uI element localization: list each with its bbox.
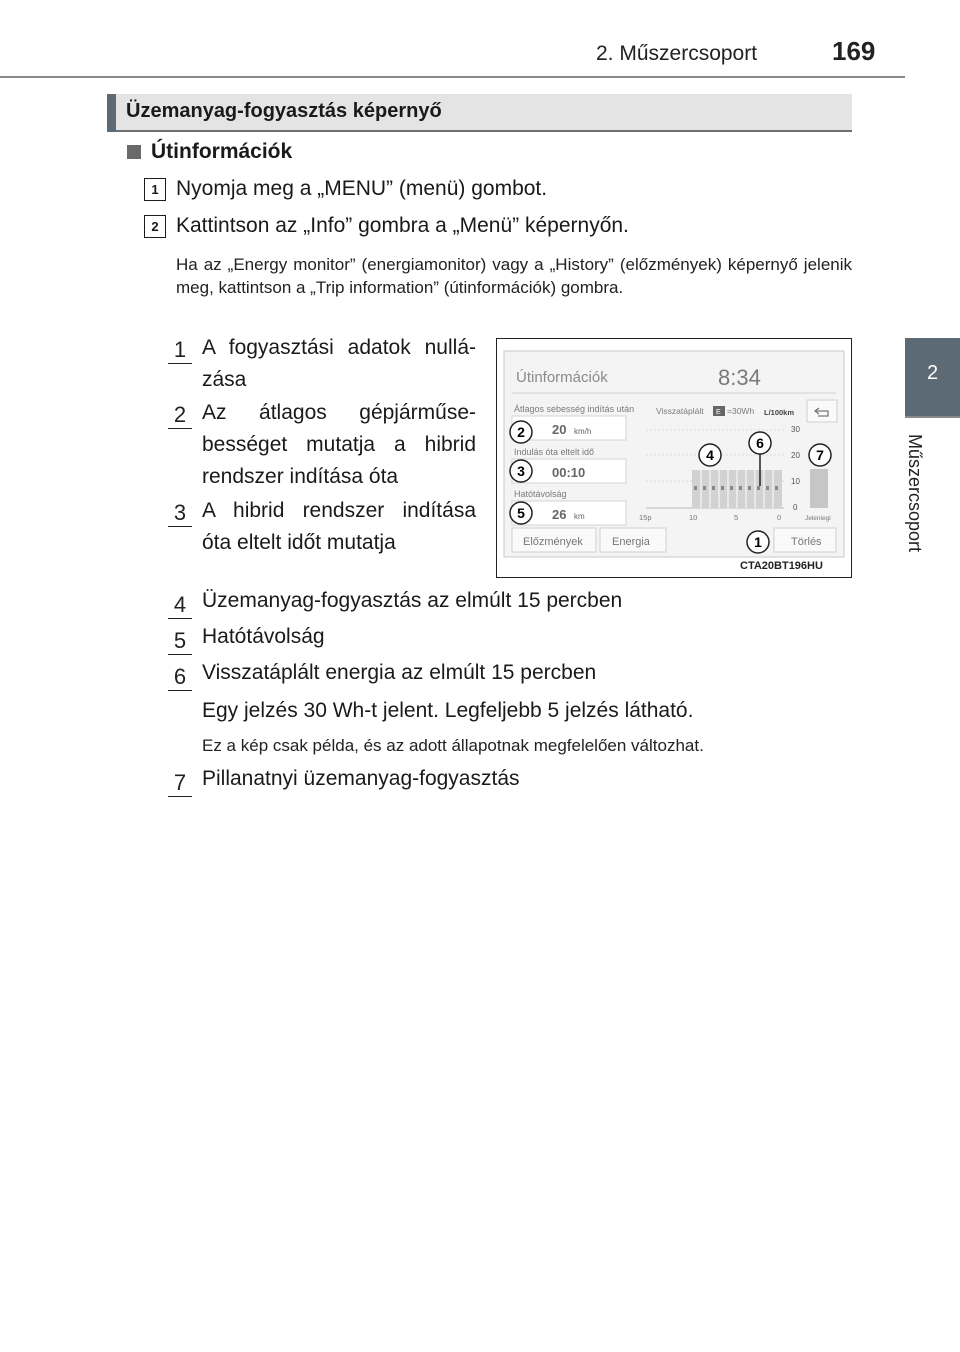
step-text-2: Kattintson az „Info” gombra a „Menü” képernyőn. — [176, 214, 629, 237]
subsection-bullet-icon — [127, 145, 141, 159]
callout-6: 6 — [756, 435, 764, 451]
item-text-1-line-1: A fogyasztási adatok nullá- — [202, 336, 476, 359]
figure-caption: CTA20BT196HU — [740, 560, 823, 572]
step-number-1: 1 — [144, 178, 166, 201]
callout-1: 1 — [754, 534, 762, 550]
chapter-tab-rule — [905, 416, 960, 418]
item-text-6-line-2: Egy jelzés 30 Wh-t jelent. Legfeljebb 5 jelzés látható. — [202, 699, 694, 722]
callout-3: 3 — [517, 463, 525, 479]
avg-speed-label: Átlagos sebesség indítás után — [514, 404, 635, 414]
range-value: 26 — [552, 507, 567, 522]
x-tick-15p: 15p — [639, 513, 652, 522]
item-text-5: Hatótávolság — [202, 625, 325, 648]
regen-value: =30Wh — [727, 406, 755, 416]
callout-5: 5 — [517, 505, 525, 521]
clear-button-label: Törlés — [791, 536, 822, 548]
subsection-title: Útinformációk — [151, 140, 293, 163]
screen-clock: 8:34 — [718, 365, 761, 390]
y-tick-20: 20 — [791, 451, 800, 460]
trip-info-screen-illustration — [496, 338, 852, 578]
header-rule — [0, 76, 905, 78]
item-number-3: 3 — [170, 500, 190, 526]
item-text-2-line-1: Az átlagos gépjárműse- — [202, 401, 476, 424]
item-text-1-line-2: zása — [202, 368, 247, 391]
item-text-6-line-1: Visszatáplált energia az elmúlt 15 percben — [202, 661, 597, 684]
step-note: Ha az „Energy monitor” (energiamonitor) vagy a „History” (előzmények) képernyő jelenik meg, kattintson a „Trip information” (útinformációk) gombra. — [176, 255, 852, 297]
item-text-2-line-2: bességet mutatja a hibrid — [202, 433, 476, 456]
energy-button-label: Energia — [612, 536, 650, 548]
section-title: Üzemanyag-fogyasztás képernyő — [126, 100, 442, 122]
item-number-2: 2 — [170, 402, 190, 428]
now-label: Jelenlegi — [805, 515, 831, 522]
item-number-1: 1 — [170, 337, 190, 363]
range-unit: km — [574, 512, 585, 521]
current-consumption-bar — [810, 469, 828, 508]
item-6-note: Ez a kép csak példa, és az adott állapotnak megfelelően változhat. — [202, 736, 704, 755]
consumption-unit: L/100km — [764, 408, 795, 417]
y-tick-10: 10 — [791, 477, 800, 486]
avg-speed-value: 20 — [552, 422, 567, 437]
step-number-2: 2 — [144, 215, 166, 238]
elapsed-time-value: 00:10 — [552, 465, 586, 480]
regen-badge: E — [716, 409, 721, 416]
screen-title: Útinformációk — [516, 369, 608, 386]
item-text-3-line-2: óta eltelt időt mutatja — [202, 531, 396, 554]
callout-2: 2 — [517, 424, 525, 440]
range-label: Hatótávolság — [514, 489, 567, 499]
chapter-tab-number: 2 — [926, 362, 939, 384]
x-tick-10: 10 — [689, 513, 698, 522]
item-text-2-line-3: rendszer indítása óta — [202, 465, 399, 488]
x-tick-5: 5 — [734, 513, 739, 522]
item-text-7: Pillanatnyi üzemanyag-fogyasztás — [202, 767, 520, 790]
callout-4: 4 — [706, 447, 714, 463]
y-tick-0: 0 — [793, 503, 798, 512]
item-number-4: 4 — [170, 592, 190, 618]
history-button-label: Előzmények — [523, 536, 583, 548]
y-tick-30: 30 — [791, 425, 800, 434]
elapsed-time-label: Indulás óta eltelt idő — [514, 447, 595, 457]
page-number: 169 — [832, 36, 876, 66]
item-number-7: 7 — [170, 770, 190, 796]
item-text-3-line-1: A hibrid rendszer indítása — [202, 499, 476, 522]
item-number-5: 5 — [170, 628, 190, 654]
avg-speed-unit: km/h — [574, 427, 592, 436]
chapter-tab-label: Műszercsoport — [905, 434, 925, 553]
section-heading-accent — [107, 94, 116, 132]
x-tick-0: 0 — [777, 513, 782, 522]
item-number-6: 6 — [170, 664, 190, 690]
running-header-chapter: 2. Műszercsoport — [596, 42, 758, 65]
item-text-4: Üzemanyag-fogyasztás az elmúlt 15 percben — [202, 589, 623, 612]
regen-label: Visszatáplált — [656, 406, 704, 416]
callout-7: 7 — [816, 447, 824, 463]
step-text-1: Nyomja meg a „MENU” (menü) gombot. — [176, 177, 548, 200]
